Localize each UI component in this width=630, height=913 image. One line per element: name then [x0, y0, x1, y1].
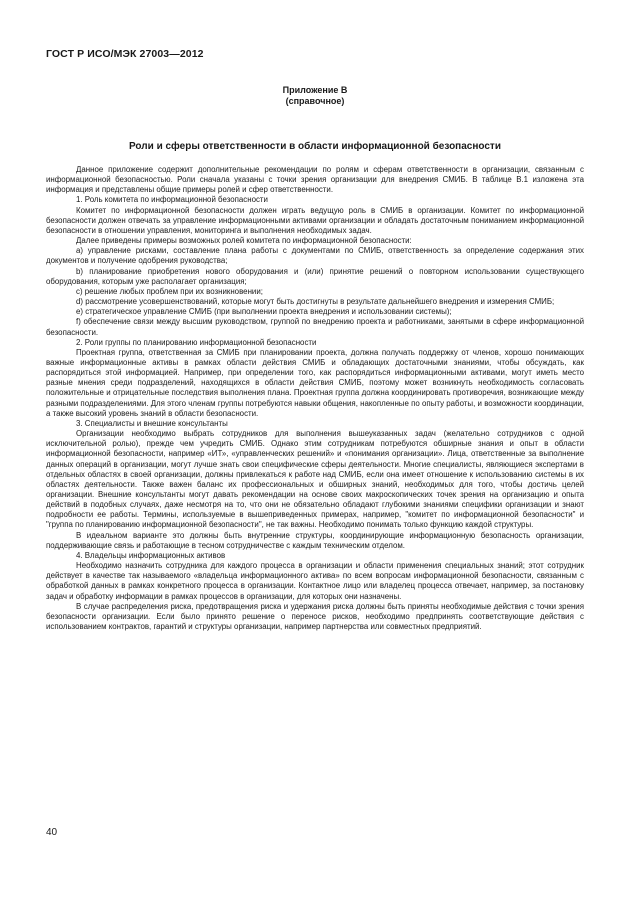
list-item: f) обеспечение связи между высшим руководством, группой по внедрению проекта и работниками, занятыми в сфере информационной безопасности.	[46, 317, 584, 337]
paragraph: Далее приведены примеры возможных ролей комитета по информационной безопасности:	[76, 236, 412, 246]
paragraph: 4. Владельцы информационных активов	[76, 550, 226, 560]
paragraph: Проектная группа, ответственная за СМИБ при планировании проекта, должна получать поддержку от членов, хорошо понимающих важные информационные активы в рамках области действия СМИБ и обладающих достаточными знаниями, чтобы обсуждать, как распорядиться этой информацией. Например, при определении того, как распорядиться информационными активами, могут иметь место разные мнения среди подразделений, находящихся в области действия СМИБ, поэтому может возникнуть необходимость согласовать положительные и отрицательные последствия выполнения плана. Проектная группа должна координировать противоречия, возникающие между разными подразделениями. Для этого членам группы потребуются навыки общения, накопленные по опыту работы, и возможности координации, а также высокий уровень знаний в области безопасности.	[46, 347, 584, 418]
paragraph: В идеальном варианте это должны быть внутренние структуры, координирующие информационную безопасность организации, поддерживающие связь и работающие в тесном сотрудничестве с каждым техническим отделом.	[46, 530, 584, 550]
list-item: b) планирование приобретения нового оборудования и (или) принятие решений о повторном использовании существующего оборудования, которым уже располагает организация;	[46, 266, 584, 286]
document-page	[46, 0, 584, 913]
paragraph: Необходимо назначить сотрудника для каждого процесса в организации и области применения специальных знаний; этот сотрудник действует в качестве так называемого «владельца информационного актива» по всем вопросам информационной безопасности, связанным с обработкой данных в рамках конкретного процесса в организации. Контактное лицо или владелец процесса отвечает, например, за постановку задач и обработку информации в рамках процессов в организации, для которых они назначены.	[46, 561, 584, 601]
list-item: c) решение любых проблем при их возникновении;	[76, 286, 263, 296]
paragraph: 2. Роли группы по планированию информационной безопасности	[76, 337, 317, 347]
paragraph: Комитет по информационной безопасности должен играть ведущую роль в СМИБ в организации. Комитет по информационной безопасности должен отвечать за управление информационными активами организации и обладать достаточным пониманием информационной безопасности в отношении управления, мониторинга и выполнения необходимых задач.	[46, 205, 584, 235]
paragraph: В случае распределения риска, предотвращения риска и удержания риска должны быть приняты необходимые действия с точки зрения безопасности организации. Если было принято решение о переносе рисков, необходимо предпринять соответствующие действия с использованием контрактов, гарантий и структуры организации, например партнерства или совместных предприятий.	[46, 601, 584, 632]
annex-type: (справочное)	[285, 96, 345, 106]
standard-header: ГОСТ Р ИСО/МЭК 27003—2012	[46, 48, 204, 60]
page-number: 40	[46, 827, 58, 838]
list-item: d) рассмотрение усовершенствований, которые могут быть достигнуты в результате дальнейшего внедрения и измерения СМИБ;	[76, 297, 555, 307]
list-item: e) стратегическое управление СМИБ (при выполнении проекта внедрения и использовании системы);	[76, 307, 452, 317]
paragraph: Данное приложение содержит дополнительные рекомендации по ролям и сферам ответственности в организации, связанным с информационной безопасностью. Роли сначала указаны с точки зрения организации для внедрения СМИБ. В таблице B.1 изложена эта информация и представлены общие примеры ролей и сфер ответственности.	[46, 165, 584, 195]
paragraph: 3. Специалисты и внешние консультанты	[76, 418, 228, 428]
paragraph: Организации необходимо выбрать сотрудников для выполнения вышеуказанных задач (желательно сотрудников с одной исключительной ролью), прежде чем учредить СМИБ. Однако этим сотрудникам потребуются обширные знания и опыт в области информационной безопасности, например «ИТ», «управленческих решений» и «понимания организации». Лица, ответственные за выполнение данных операций в организации, могут лучше знать свои специфические сферы деятельности. Многие специалисты, являющиеся экспертами в отдельных областях в своей организации, должны привлекаться к работе над СМИБ, если она имеет отношение к использованию системы в их областях деятельности. Также важен баланс их профессиональных и обширных знаний, необходимых для того, чтобы достичь целей организации. Внешние консультанты могут давать рекомендации на основе своих макроскопических точек зрения на организацию и опыта действий в подобных случаях, даже несмотря на то, что они не обязательно обладают глубокими знаниями специфики организации и знают подробности ее работы. Термины, используемые в вышеприведенных примерах, например, "комитет по информационной безопасности" и "группа по планированию информационной безопасности", не так важны. Необходимо понимать только функцию каждой структуры.	[46, 429, 584, 530]
paragraph: 1. Роль комитета по информационной безопасности	[76, 195, 268, 205]
body-text	[46, 165, 584, 632]
list-item: a) управление рисками, составление плана работы с документами по СМИБ, ответственность за определение содержания этих документов и получение одобрения руководства;	[46, 246, 584, 266]
annex-heading	[46, 85, 584, 107]
annex-label: Приложение B	[282, 85, 348, 95]
section-title: Роли и сферы ответственности в области информационной безопасности	[129, 141, 501, 152]
